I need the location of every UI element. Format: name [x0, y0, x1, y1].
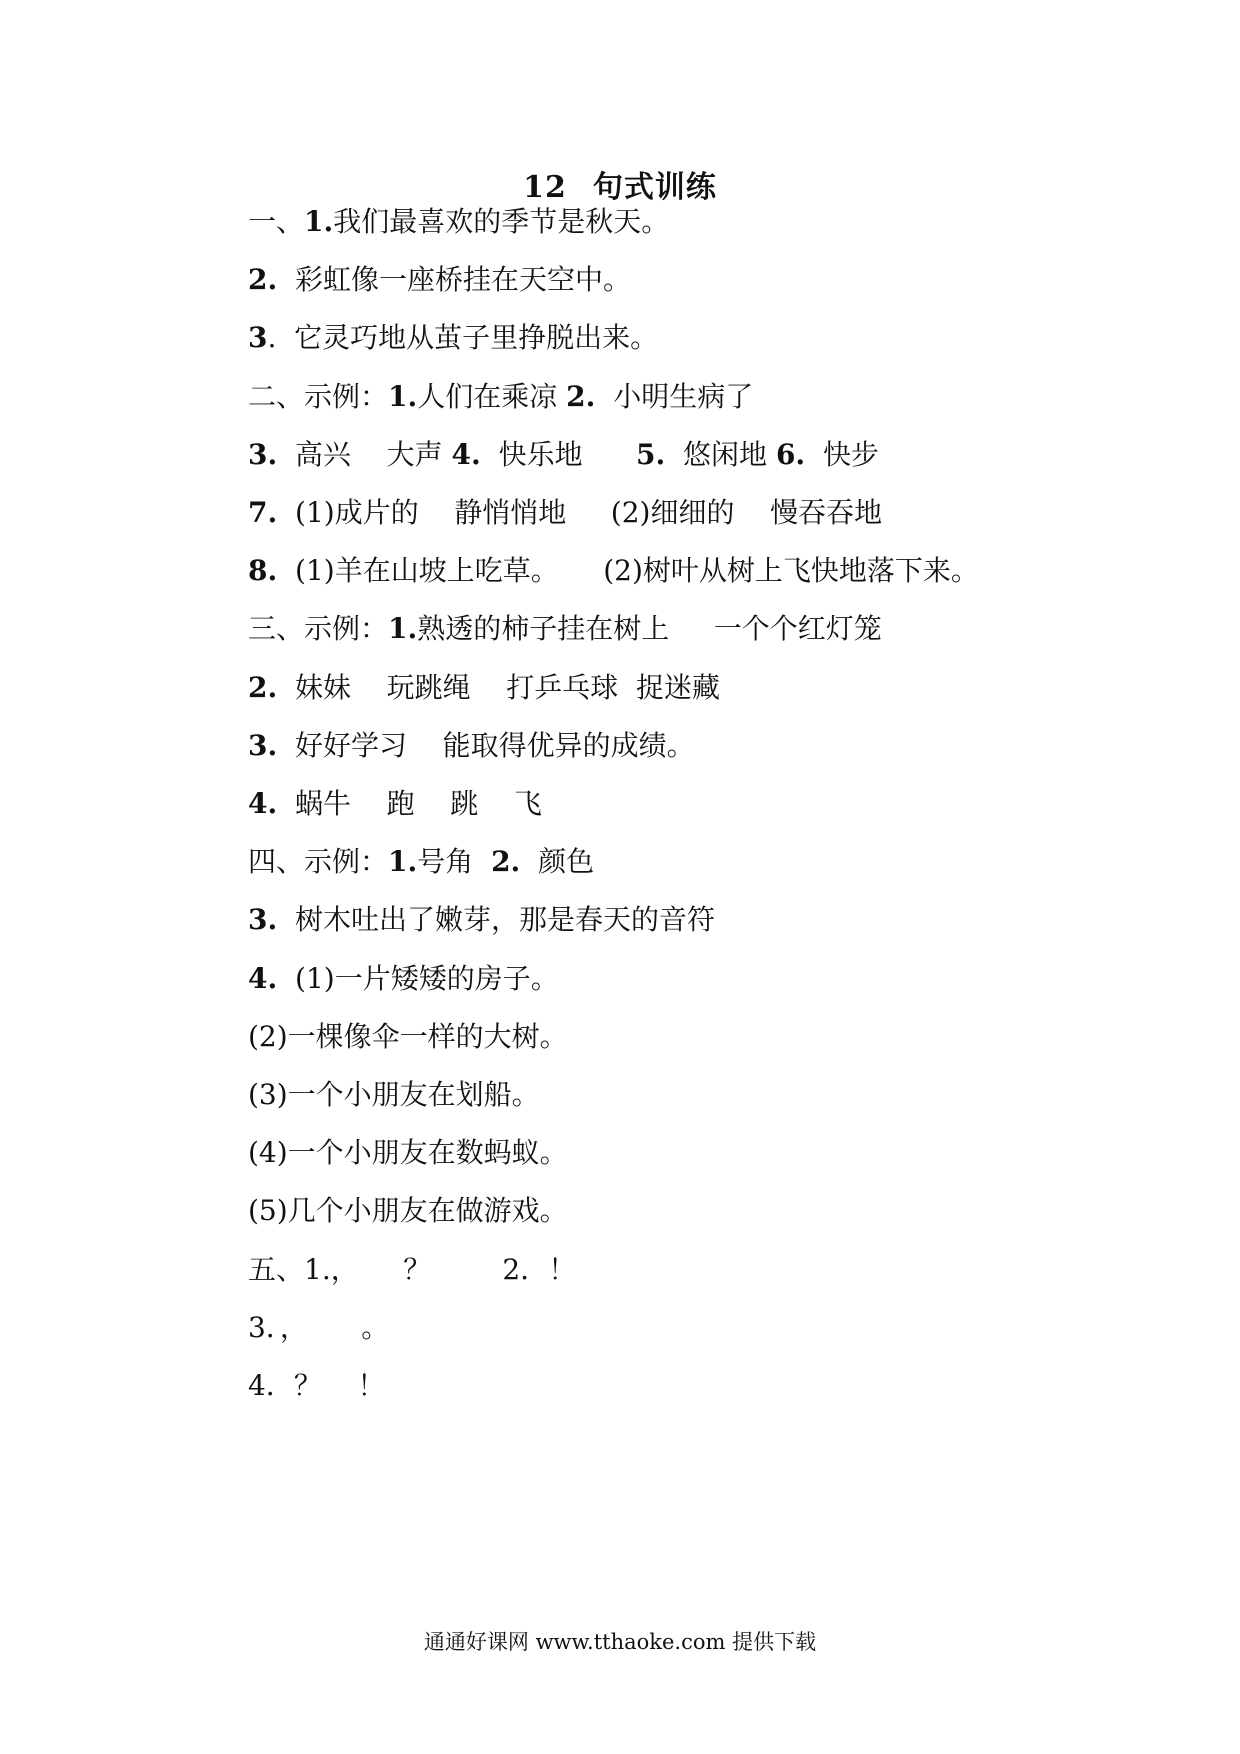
answer-line — [248, 318, 658, 358]
answer-text: (2)一棵像伞一样的大树。 — [248, 1019, 568, 1053]
answer-text: 四、示例： — [248, 845, 389, 879]
answer-text: 三、示例： — [248, 612, 389, 646]
answer-text: 号角 — [417, 845, 492, 879]
item-number: 2. — [491, 845, 521, 879]
answer-line — [248, 1308, 389, 1348]
answer-text: (1)一片矮矮的房子。 — [277, 961, 559, 995]
answer-text: . 它灵巧地从茧子里挣脱出来。 — [267, 321, 659, 355]
item-number: 2. — [248, 263, 278, 297]
answer-line — [248, 1133, 568, 1173]
answer-text: 妹妹 玩跳绳 打乒乓球 捉迷藏 — [277, 670, 721, 704]
answer-text: (3)一个小朋友在划船。 — [248, 1078, 540, 1111]
item-number: 6. — [775, 437, 806, 471]
answer-line — [248, 1017, 568, 1057]
answer-line — [248, 784, 542, 824]
answer-line — [248, 1191, 568, 1231]
answer-line — [248, 609, 882, 649]
answer-text: 快步 — [805, 437, 879, 471]
answer-text: (4)一个小朋友在数蚂蚁。 — [248, 1136, 568, 1170]
footer-credit: 通通好课网 www.tthaoke.com 提供下载 — [423, 1630, 817, 1654]
answer-text: 蜗牛 跑 跳 飞 — [277, 787, 542, 820]
answer-text: 树木吐出了嫩芽，那是春天的音符 — [277, 903, 716, 937]
answer-text: (1)羊在山坡上吃草。 (2)树叶从树上飞快地落下来。 — [277, 554, 979, 588]
answer-text: 二、示例： — [248, 379, 389, 413]
answer-line — [248, 202, 669, 242]
item-number: 3. — [248, 437, 278, 471]
answer-text: (5)几个小朋友在做游戏。 — [248, 1194, 568, 1228]
answer-text: 我们最喜欢的季节是秋天。 — [333, 205, 670, 238]
answer-text: 一、 — [248, 205, 305, 238]
item-number: 3. — [248, 728, 278, 762]
title-text: 句式训练 — [592, 170, 717, 205]
item-number: 2. — [566, 379, 596, 413]
item-number: 1. — [388, 379, 418, 413]
item-number: 3 — [248, 321, 268, 355]
answer-line — [248, 726, 695, 766]
item-number: 4. — [451, 437, 481, 471]
item-number: 1. — [388, 612, 418, 646]
answer-text: 3．， 。 — [248, 1310, 390, 1344]
answer-line — [248, 842, 594, 882]
item-number: 7. — [248, 496, 278, 529]
answer-line — [248, 1250, 576, 1290]
title-number: 12 — [523, 170, 567, 205]
answer-text: (1)成片的 静悄悄地 (2)细细的 慢吞吞地 — [277, 496, 883, 529]
answer-line — [248, 435, 879, 475]
answer-line — [248, 1075, 540, 1115]
item-number: 1. — [388, 845, 418, 879]
answer-text: 4．？ ！ — [248, 1369, 386, 1402]
item-number: 4. — [248, 787, 278, 820]
answer-text: 熟透的柿子挂在树上 一个个红灯笼 — [417, 612, 882, 646]
item-number: 5. — [636, 437, 666, 471]
answer-line — [248, 493, 882, 533]
answer-line — [248, 260, 631, 300]
item-number: 2. — [248, 670, 278, 704]
answer-line — [248, 1366, 385, 1406]
answer-text: 小明生病了 — [595, 379, 754, 413]
answer-text: 高兴 大声 — [277, 437, 452, 471]
answer-text: 人们在乘凉 — [417, 379, 567, 413]
answer-text: 快乐地 — [480, 437, 636, 471]
answer-text: 颜色 — [520, 845, 595, 879]
item-number: 8. — [248, 554, 278, 588]
item-number: 3. — [248, 903, 278, 937]
answer-line — [248, 377, 753, 417]
item-number: 4. — [248, 961, 278, 995]
answer-line — [248, 668, 720, 708]
answer-line — [248, 551, 979, 591]
answer-line — [248, 900, 715, 940]
answer-text: 好好学习 能取得优异的成绩。 — [277, 728, 695, 762]
answer-text: 悠闲地 — [665, 437, 776, 471]
answer-text: 彩虹像一座桥挂在天空中。 — [277, 263, 632, 297]
answer-line — [248, 959, 559, 999]
answer-text: 五、1.， ？ 2．！ — [248, 1252, 577, 1286]
item-number: 1. — [304, 205, 334, 238]
page-title — [0, 162, 1240, 206]
